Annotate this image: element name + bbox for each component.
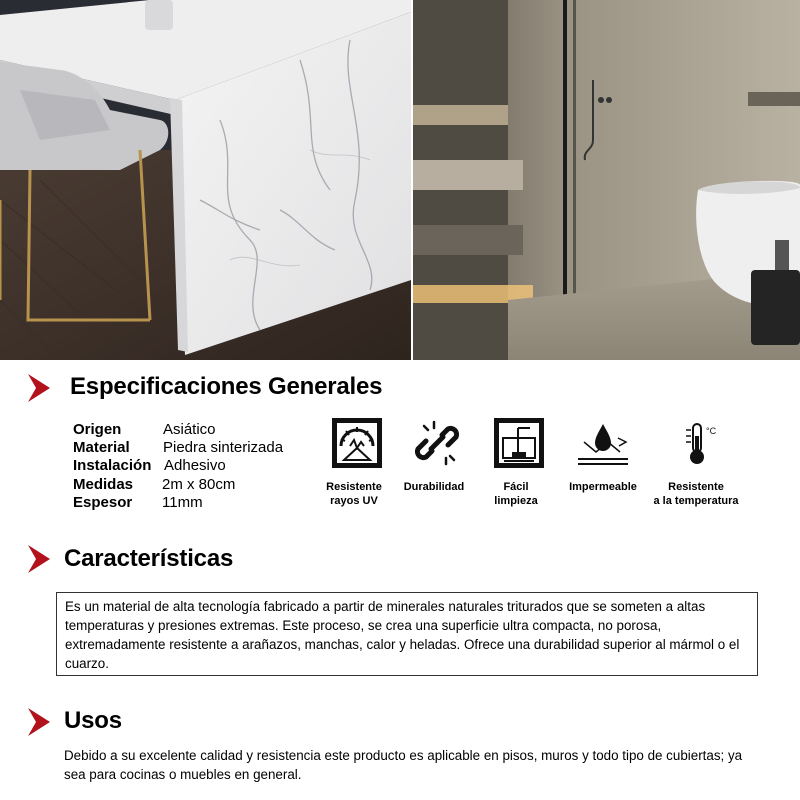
spec-label: Medidas xyxy=(73,475,134,493)
feature-caption-temperatura: Resistente a la temperatura xyxy=(653,481,739,507)
feature-caption-durabilidad: Durabilidad xyxy=(403,481,465,493)
chain-link-icon xyxy=(412,418,462,468)
feature-caption-uv: Resistente rayos UV xyxy=(326,481,382,507)
feature-caption-impermeable: Impermeable xyxy=(569,481,637,493)
spec-value: 2m x 80cm xyxy=(162,475,236,493)
svg-text:°C: °C xyxy=(706,426,717,436)
header-photos xyxy=(0,0,800,360)
spec-value: Piedra sinterizada xyxy=(163,439,284,457)
characteristics-title: Características xyxy=(64,545,234,572)
spec-value: 11mm xyxy=(162,493,203,511)
section-arrow-icon xyxy=(28,374,52,402)
section-arrow-icon xyxy=(28,708,52,736)
usos-text: Debido a su excelente calidad y resistencia este producto es aplicable en pisos, muros y todo tipo de cubiertas; ya sea para cocinas o muebles en general. xyxy=(64,748,743,782)
feature-caption-limpieza: Fácil limpieza xyxy=(494,481,538,507)
spec-label: Material xyxy=(73,439,130,457)
spec-label: Espesor xyxy=(73,493,133,511)
uv-resistant-icon xyxy=(332,418,382,468)
spec-value: Asiático xyxy=(163,421,216,438)
waterproof-icon xyxy=(574,418,632,468)
kitchen-island-marble-photo xyxy=(0,0,411,360)
bathroom-interior-photo xyxy=(413,0,800,360)
spec-label: Origen xyxy=(73,421,122,438)
section-arrow-icon xyxy=(28,545,52,573)
spec-label: Instalación xyxy=(73,457,152,475)
usos-title: Usos xyxy=(64,707,122,734)
thermometer-icon xyxy=(680,418,720,468)
spec-value: Adhesivo xyxy=(164,457,226,475)
characteristics-text-box: Es un material de alta tecnología fabricado a partir de minerales naturales triturados que se someten a altas temperaturas y presiones extremas. Este proceso, se crea una superficie ultra compacta, no porosa, extremadamente resistente a arañazos, manchas, calor y heladas. Ofrece una durabilidad superior al mármol o el cuarzo. xyxy=(56,592,758,676)
easy-clean-icon xyxy=(494,418,544,468)
specs-title: Especificaciones Generales xyxy=(70,373,383,400)
